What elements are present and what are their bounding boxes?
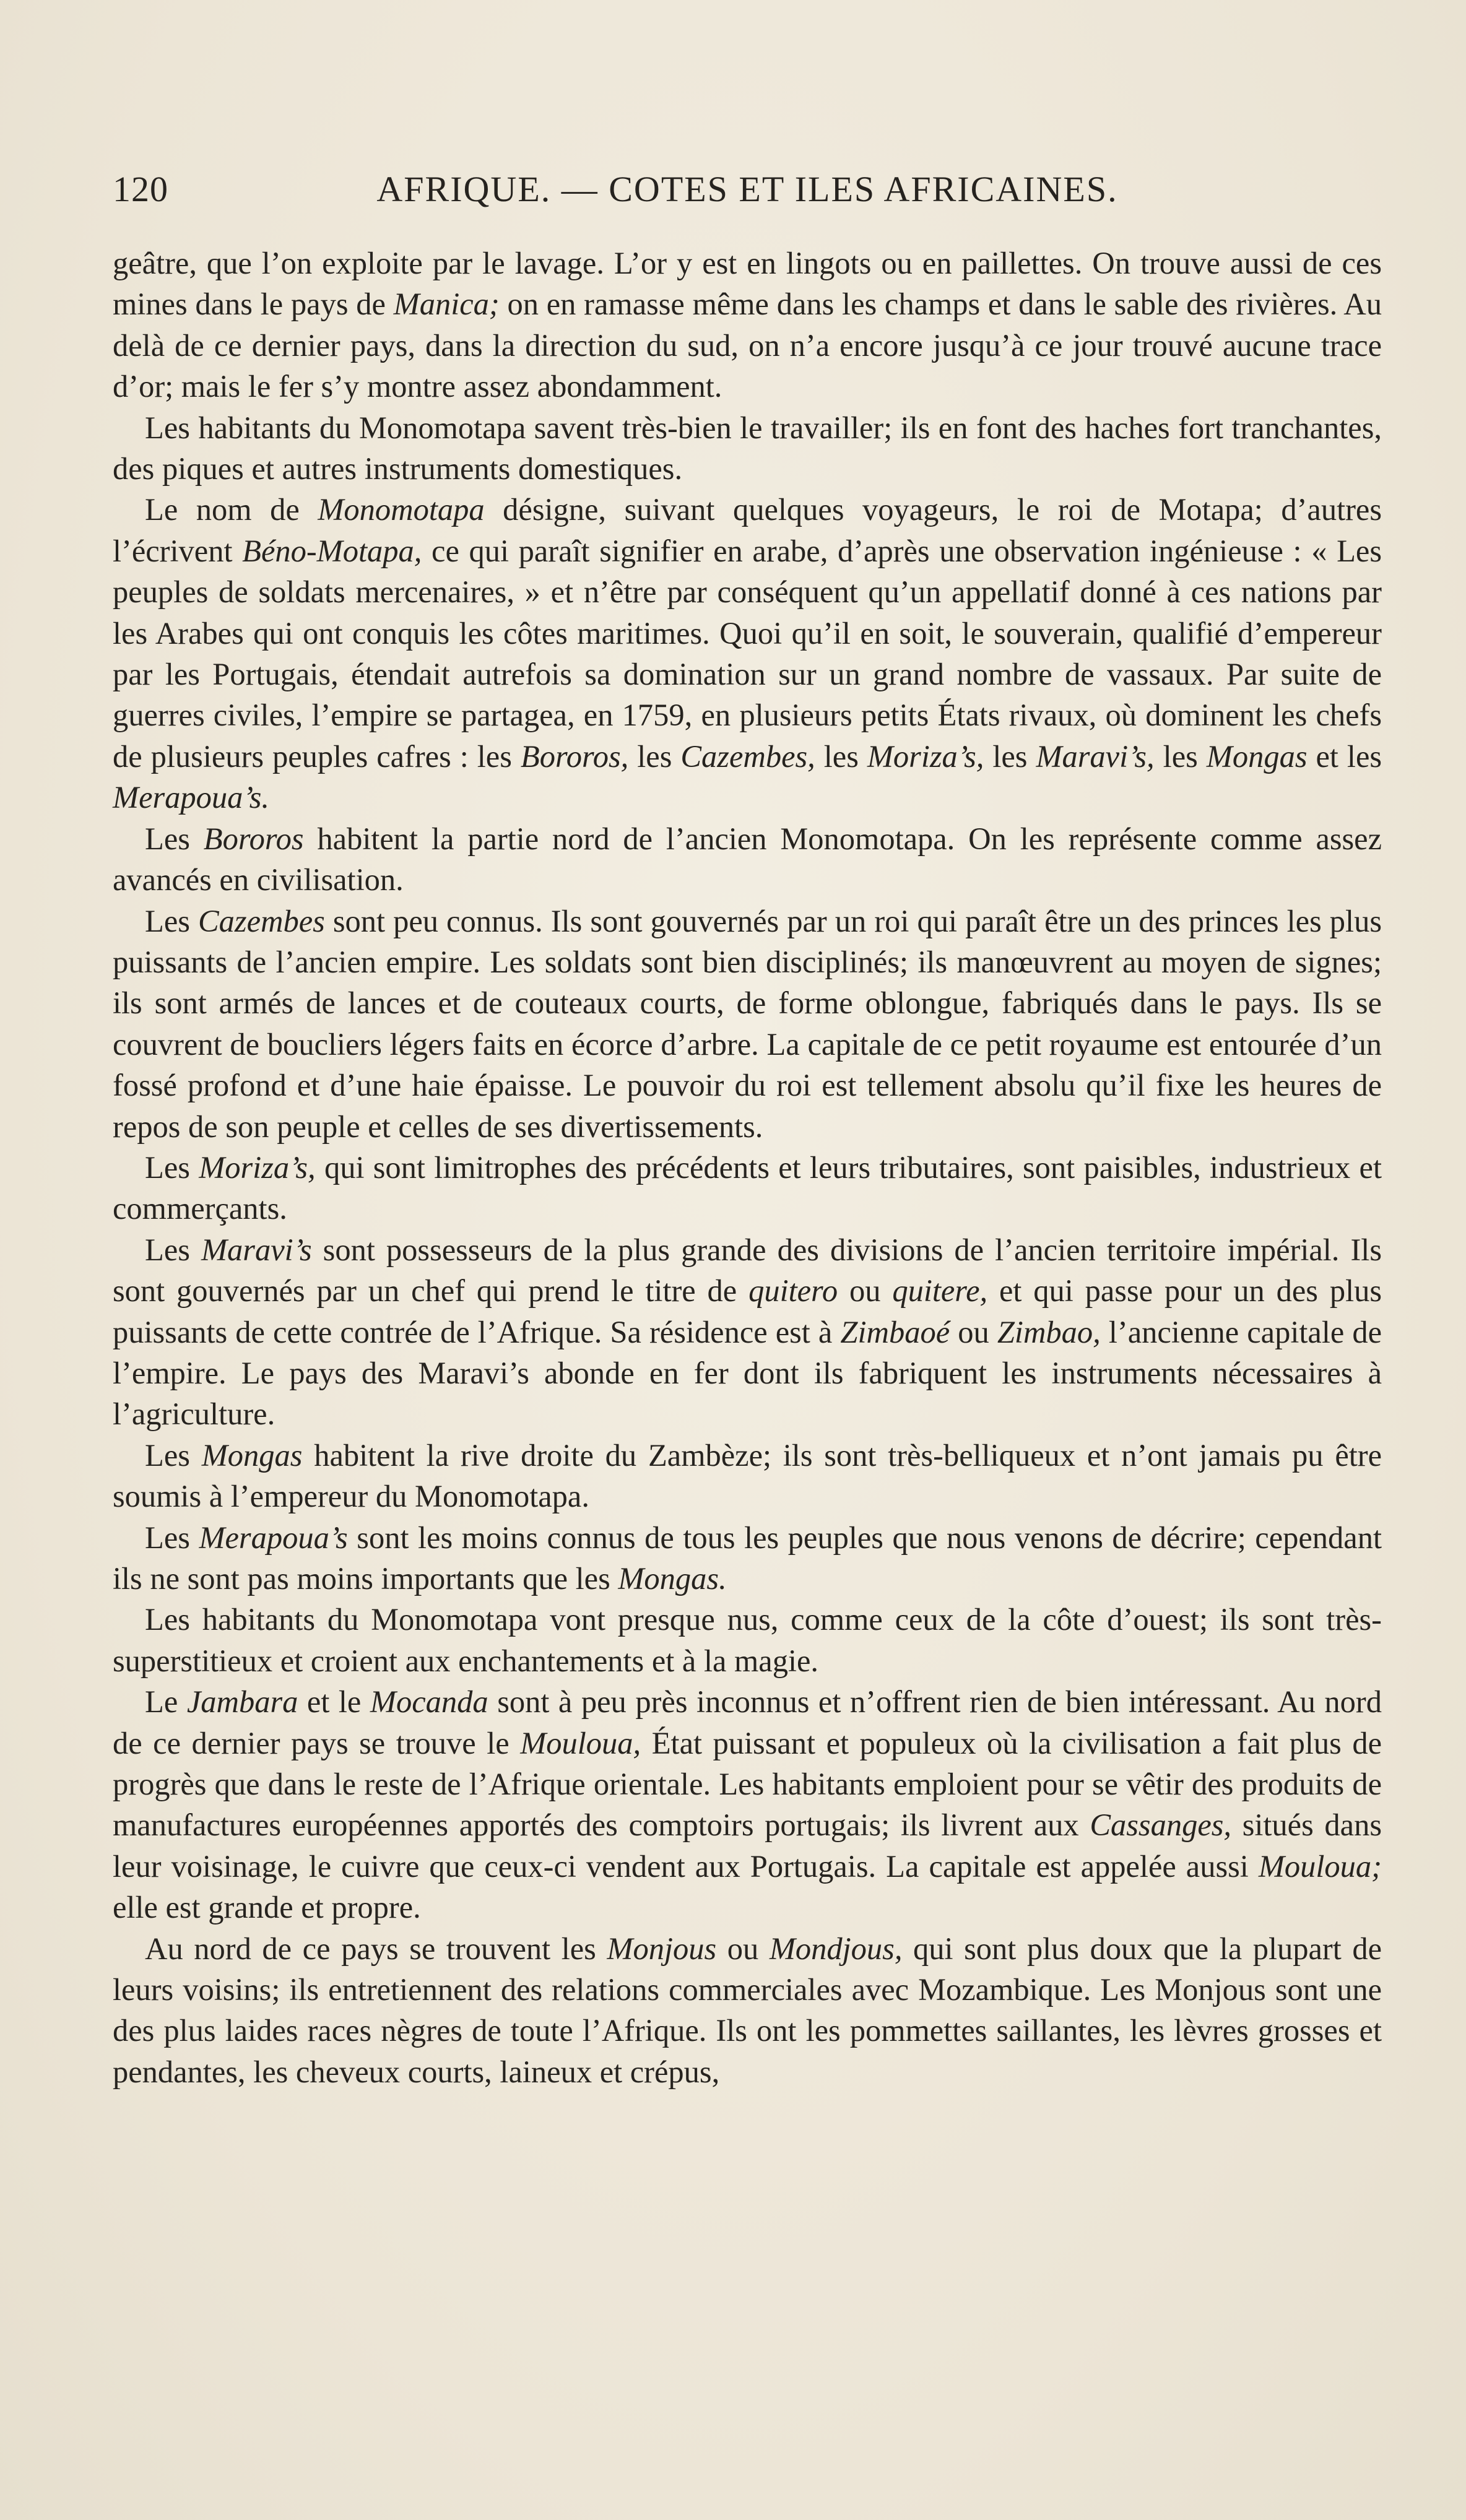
italic-term: Béno-Motapa,	[242, 533, 422, 568]
paragraph	[113, 489, 1382, 818]
text-run: et qui passe pour un des plus puissants de cette contrée de l’Afrique. Sa résidence est à	[113, 1273, 1382, 1349]
italic-term: Mocanda	[370, 1684, 488, 1720]
text-run: les	[1154, 738, 1207, 774]
text-run: les	[815, 738, 867, 774]
text-run: sont peu connus. Ils sont gouvernés par un roi qui paraît être un des princes les plus puissants de l’ancien empire. Les soldats sont bien disciplinés; ils manœuvrent au moyen de signes; ils sont armés de lances et de couteaux courts, de forme oblongue, fabriqués dans le pays. Ils se couvrent de boucliers légers faits en écorce d’arbre. La capitale de ce petit royaume est entourée d’un fossé profond et d’une haie épaisse. Le pouvoir du roi est tellement absolu qu’il fixe les heures de repos de son peuple et celles de ses divertissements.	[113, 903, 1382, 1144]
text-run: Le	[145, 1684, 187, 1720]
italic-term: Mouloua;	[1258, 1848, 1382, 1884]
text-run: État puissant et populeux où la civilisation a fait plus de progrès que dans le reste de l’Afrique orientale. Les habitants emploient pour se vêtir des produits de manufactures européennes apportés des comptoirs portugais; ils livrent aux	[113, 1725, 1382, 1843]
text-run: Les	[145, 821, 204, 856]
italic-term: Monjous	[607, 1931, 717, 1966]
text-run: l’ancienne capitale de l’empire. Le pays des Maravi’s abonde en fer dont ils fabriquent les instruments nécessaires à l’agriculture.	[113, 1314, 1382, 1432]
italic-term: quitere,	[892, 1273, 988, 1309]
text-run: Les habitants du Monomotapa savent très-bien le travailler; ils en font des haches fort tranchantes, des piques et autres instruments domestiques.	[113, 410, 1382, 487]
text-run: ou	[716, 1931, 770, 1966]
body-text	[113, 243, 1382, 2092]
italic-term: Bororos	[203, 821, 304, 856]
paragraph	[113, 1681, 1382, 1928]
italic-term: Moriza’s,	[199, 1150, 316, 1185]
text-run: elle est grande et propre.	[113, 1890, 421, 1925]
italic-term: Mongas	[201, 1437, 303, 1473]
italic-term: Mondjous,	[769, 1931, 903, 1966]
text-run: les	[984, 738, 1036, 774]
text-run: Au nord de ce pays se trouvent les	[145, 1931, 607, 1966]
text-run: qui sont plus doux que la plupart de leurs voisins; ils entretiennent des relations commerciales avec Mozambique. Les Monjous sont une des plus laides races nègres de toute l’Afrique. Ils ont les pommettes saillantes, les lèvres grosses et pendantes, les cheveux courts, laineux et crépus,	[113, 1931, 1382, 2089]
text-run: ce qui paraît signifier en arabe, d’après une observation ingénieuse : « Les peuples de soldats mercenaires, » et n’être par conséquent qu’un appellatif donné à ces nations par les Arabes qui ont conquis les côtes maritimes. Quoi qu’il en soit, le souverain, qualifié d’empereur par les Portugais, étendait autrefois sa domination sur un grand nombre de vassaux. Par suite de guerres civiles, l’empire se partagea, en 1759, en plusieurs petits États rivaux, où dominent les chefs de plusieurs peuples cafres : les	[113, 533, 1382, 774]
paragraph	[113, 1229, 1382, 1435]
text-run: Les	[145, 1150, 199, 1185]
paragraph	[113, 407, 1382, 490]
text-run: on en ramasse même dans les champs et dans le sable des rivières. Au delà de ce dernier pays, dans la direction du sud, on n’a encore jusqu’à ce jour trouvé aucune trace d’or; mais le fer s’y montre assez abondamment.	[113, 287, 1382, 404]
text-run: sont les moins connus de tous les peuples que nous venons de décrire; cependant ils ne sont pas moins importants que les	[113, 1520, 1382, 1596]
italic-term: Mongas.	[618, 1561, 727, 1596]
text-run: situés dans leur voisinage, le cuivre que ceux-ci vendent aux Portugais. La capitale est appelée aussi	[113, 1808, 1382, 1884]
text-run: geâtre, que l’on exploite par le lavage. L’or y est en lingots ou en paillettes. On trouve aussi de ces mines dans le pays de	[113, 246, 1382, 322]
text-run: sont à peu près inconnus et n’offrent rien de bien intéressant. Au nord de ce dernier pays se trouve le	[113, 1684, 1382, 1760]
italic-term: Bororos,	[520, 738, 629, 774]
text-run: Les	[145, 903, 198, 938]
italic-term: Cazembes	[197, 903, 325, 938]
running-title: AFRIQUE. — COTES ET ILES AFRICAINES.	[376, 169, 1118, 209]
text-run: ou	[838, 1273, 893, 1309]
text-run: habitent la partie nord de l’ancien Monomotapa. On les représente comme assez avancés en civilisation.	[113, 821, 1382, 898]
text-run: sont possesseurs de la plus grande des divisions de l’ancien territoire impérial. Ils sont gouvernés par un chef qui prend le titre de	[113, 1232, 1382, 1309]
italic-term: Mouloua,	[520, 1725, 641, 1760]
italic-term: Zimbao,	[997, 1314, 1101, 1349]
text-run: désigne, suivant quelques voyageurs, le roi de Motapa; d’autres l’écrivent	[113, 492, 1382, 568]
paragraph	[113, 901, 1382, 1147]
paragraph	[113, 1147, 1382, 1229]
text-run: Les	[145, 1437, 202, 1473]
italic-term: Monomotapa	[318, 492, 485, 527]
paragraph	[113, 243, 1382, 407]
text-run: Les habitants du Monomotapa vont presque nus, comme ceux de la côte d’ouest; ils sont très-superstitieux et croient aux enchantements et à la magie.	[113, 1602, 1382, 1678]
italic-term: Merapoua’s.	[113, 780, 269, 815]
italic-term: Mongas	[1206, 738, 1308, 774]
paragraph	[113, 1599, 1382, 1681]
italic-term: Moriza’s,	[867, 738, 984, 774]
text-run: et le	[298, 1684, 370, 1720]
italic-term: Zimbaoé	[840, 1314, 950, 1349]
italic-term: Maravi’s,	[1036, 738, 1155, 774]
page-number: 120	[113, 169, 168, 209]
text-run: qui sont limitrophes des précédents et leurs tributaires, sont paisibles, industrieux et commerçants.	[113, 1150, 1382, 1226]
text-run: habitent la rive droite du Zambèze; ils sont très-belliqueux et n’ont jamais pu être soumis à l’empereur du Monomotapa.	[113, 1437, 1382, 1514]
text-run: Le nom de	[145, 492, 318, 527]
italic-term: Manica;	[393, 287, 500, 322]
italic-term: Jambara	[186, 1684, 298, 1720]
paragraph	[113, 818, 1382, 901]
italic-term: Cassanges,	[1090, 1808, 1232, 1843]
text-run: ou	[950, 1314, 997, 1349]
paragraph	[113, 1435, 1382, 1517]
text-run: les	[628, 738, 681, 774]
italic-term: Cazembes,	[680, 738, 815, 774]
text-run: et les	[1307, 738, 1382, 774]
page-header	[113, 168, 1382, 218]
text-run: Les	[145, 1520, 199, 1555]
italic-term: Maravi’s	[201, 1232, 312, 1267]
text-run: Les	[145, 1232, 201, 1267]
italic-term: Merapoua’s	[199, 1520, 348, 1555]
paragraph	[113, 1928, 1382, 2093]
paragraph	[113, 1517, 1382, 1600]
italic-term: quitero	[748, 1273, 838, 1309]
